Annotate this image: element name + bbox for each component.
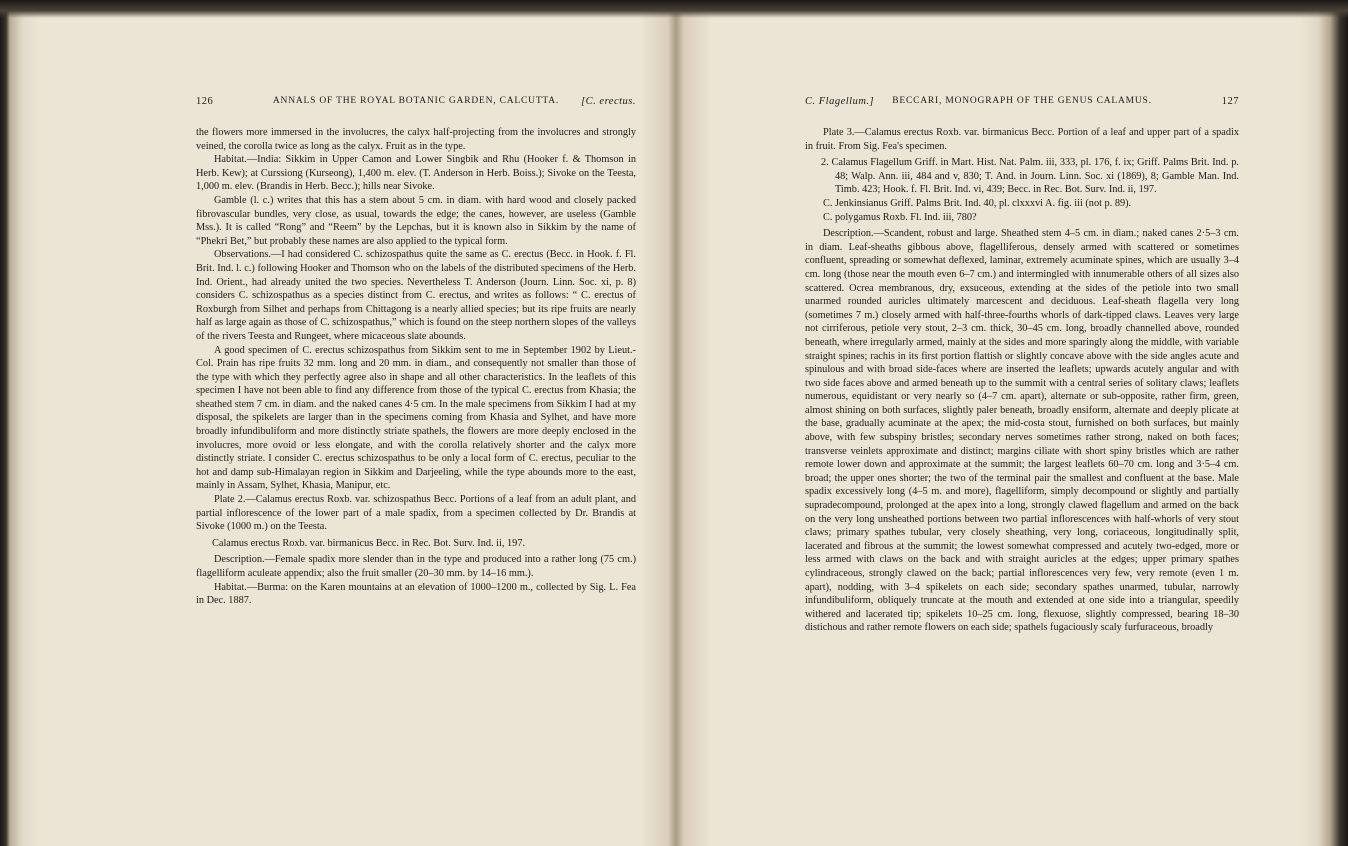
species-citation: Calamus erectus Roxb. var. birmanicus Becc. in Rec. Bot. Surv. Ind. ii, 197.	[212, 537, 526, 549]
species-citation: 2. Calamus Flagellum Griff. in Mart. Hist. Nat. Palm. iii, 333, pl. 176, f. ix; Griff. Palms Brit. Ind. p. 48; Walp. Ann. iii, 484 and v, 830; T. And. in Journ. Linn. Soc. xi (1869), 8; Gamble Man. Ind. Timb. 423; Hook. f. Fl. Brit. Ind. vi, 439; Becc. in Rec. Bot. Surv. Ind. ii, 197.	[821, 157, 1239, 196]
synonym: C. polygamus Roxb. Fl. Ind. iii, 780?	[823, 211, 977, 223]
running-title: BECCARI, MONOGRAPH OF THE GENUS CALAMUS.	[892, 96, 1152, 106]
section-marker: [C. erectus.	[581, 96, 636, 107]
synonym: C. Jenkinsianus Griff. Palms Brit. Ind. 40, pl. clxxxvi A. fig. iii (not p. 89).	[823, 197, 1132, 209]
left-page	[196, 96, 636, 608]
running-title: ANNALS OF THE ROYAL BOTANIC GARDEN, CALCUTTA.	[272, 96, 560, 106]
plate-caption: Plate 3.—Calamus erectus Roxb. var. birmanicus Becc. Portion of a leaf and upper part of a spadix in fruit. From Sig. Fea's specimen.	[805, 127, 1239, 152]
page-number: 127	[1221, 96, 1239, 107]
plate-caption: Plate 2.—Calamus erectus Roxb. var. schizospathus Becc. Portions of a leaf from an adult plant, and partial inflorescence of the lower part of a male spadix, from a specimen collected by Dr. Brandis at Sivoke (1000 m.) on the Teesta.	[196, 494, 636, 533]
paragraph: Habitat.—Burma: on the Karen mountains at an elevation of 1000–1200 m., collected by Sig. L. Fea in Dec. 1887.	[196, 581, 636, 607]
paragraph: Habitat.—India: Sikkim in Upper Camon and Lower Singbik and Rhu (Hooker f. & Thomson in Herb. Kew); at Curssiong (Kurseong), 1,400 m. elev. (T. Anderson in Herb. Boiss.); Sivoke on the Teesta, 1,000 m. elev. (Brandis in Herb. Becc.); hills near Sivoke.	[196, 154, 636, 193]
right-page	[805, 96, 1239, 635]
book-edge-shadow	[0, 0, 1348, 18]
paragraph: Observations.—I had considered C. schizospathus quite the same as C. erectus (Becc. in Hook. f. Fl. Brit. Ind. l. c.) following Hooker and Thomson who on the labels of the distributed specimens of the Herb. Ind. Orient., had already united the two species. Nevertheless T. Anderson (Journ. Linn. Soc. xi, p. 8) considers C. schizospathus as a species distinct from C. erectus, and writes as follows: “ C. erectus of Roxburgh from Silhet and perhaps from Chittagong is a nearly allied species; but its ripe fruits are nearly half as large again as those of C. schizospathus,” which is found on the steep northern slopes of the valleys of the rivers Teesta and Rungeet, where micaceous slate abounds.	[196, 249, 636, 342]
left-page-header	[196, 96, 636, 116]
description-paragraph: Description.—Scandent, robust and large. Sheathed stem 4–5 cm. in diam.; naked canes 2·5–3 cm. in diam. Leaf-sheaths gibbous above, flagelliferous, densely armed with scattered or sometimes confluent, spreading or somewhat deflexed, laminar, extremely acuminate spines, which are usually 3–4 cm. long (those near the mouth even 6–7 cm.) and intermingled with innumerable others of all sizes also scattered. Ocrea membranous, dry, exsuceous, extending at the sides of the petiole into two small unarmed rounded auricles ultimately marcescent and deciduous. Leaf-sheath flagella very long (sometimes 7 m.) closely armed with half-three-fourths whorls of dark-tipped claws. Leaves very large not cirriferous, petiole very stout, 2–3 cm. thick, 30–45 cm. long, broadly channelled above, rounded beneath, where irregularly armed, mainly at the sides and more sparingly along the middle, with variable straight spines; rachis in its first portion flattish or slightly concave above with the side angles acute and spinulous and with broad side-faces where are inserted the leaflets; upwards acutely angular and with two side faces above and armed beneath up to the summit with a central series of solitary claws; leaflets numerous, equidistant or very nearly so (4–7 cm. apart), alternate or sub-opposite, rather firm, green, almost shining on both surfaces, slightly paler beneath, broadly ensiform, alternate and deeply plicate at the base, gradually acuminate at the apex; the mid-costa stout, furnished on both surfaces, but mainly above, with few subspiny bristles; secondary nerves sometimes rather strong, naked on both faces; transverse veinlets approximate and distinct; margins ciliate with short spiny bristles which are rather remote lower down and approximate at the summit; the largest leaflets 60–70 cm. long and 3·5–4 cm. broad; the upper ones shorter; the two of the terminal pair the smallest and confluent at the base. Male spadix excessively long (4–5 m. and more), flagelliform, simply decompound or slightly and partially supradecompound, prolonged at the apex into a long, strongly clawed flagellum and armed on the back on the very long unsheathed portions between two partial inflorescences with half-whorls of very stout claws; primary spathes tubular, very closely sheathing, very long, coriaceous, longitudinally split, lacerated and fibrous at the summit; the lowest somewhat compressed and acutely two-edged, more or less armed with claws on the back and with straight auricles at the edges; upper primary spathes cylindraceous, strongly clawed on the back; partial inflorescences very few, very remote (even 1 m. apart), nodding, with 3–4 spikelets on each side; secondary spathes unarmed, tubular, narrowly infundibuliform, obliquely truncate at the mouth and extended at one side into a triangular, speedily withered and lacerated tip; spikelets 10–25 cm. long, flexuose, slightly compressed, bearing 18–30 distichous and rather remote flowers on each side; spathels fugaciously scaly furfuraceous, broadly	[805, 228, 1239, 634]
right-page-header	[805, 96, 1239, 116]
paragraph: Description.—Female spadix more slender than in the type and produced into a rather long (75 cm.) flagelliform aculeate appendix; also the fruit smaller (20–30 mm. by 14–16 mm.).	[196, 554, 636, 579]
paragraph: the flowers more immersed in the involucres, the calyx half-projecting from the involucres and strongly veined, the corolla twice as long as the calyx. Fruit as in the type.	[196, 127, 636, 152]
paragraph: A good specimen of C. erectus schizospathus from Sikkim sent to me in September 1902 by Lieut.-Col. Prain has ripe fruits 32 mm. long and 20 mm. in diam., and consequently not smaller than those of the type with which they perfectly agree also in shape and all other characteristics. In the leaflets of this specimen I have not been able to find any difference from those of the typical C. erectus from Khasia; the sheathed stem 7 cm. in diam. and the naked canes 4·5 cm. In the male specimens from Sikkim I had at my disposal, the spikelets are larger than in the specimens coming from Khasia and Sylhet, and have more broadly infundibuliform and more distinctly striate spathels, the flowers are more deeply enclosed in the involucres, more ovoid or less elongate, and with the corolla relatively shorter and the calyx more distinctly striate. I consider C. erectus schizospathus to be only a local form of C. erectus, peculiar to the hot and damp sub-Himalayan region in Sikkim and Darjeeling, while the type abounds more to the east, mainly in Assam, Sylhet, Khasia, Manipur, etc.	[196, 344, 636, 492]
page-number: 126	[196, 96, 214, 107]
paragraph: Gamble (l. c.) writes that this has a stem about 5 cm. in diam. with hard wood and closely packed fibrovascular bundles, very close, as usual, towards the edge; the canes, however, are useless (Gamble Mss.). It is called “Rong” and “Reem” by the Lepchas, but it is known also in Sikkim by the name of “Phekri Bet,” but probably these names are also applied to the typical form.	[196, 194, 636, 247]
section-marker: C. Flagellum.]	[805, 96, 875, 107]
